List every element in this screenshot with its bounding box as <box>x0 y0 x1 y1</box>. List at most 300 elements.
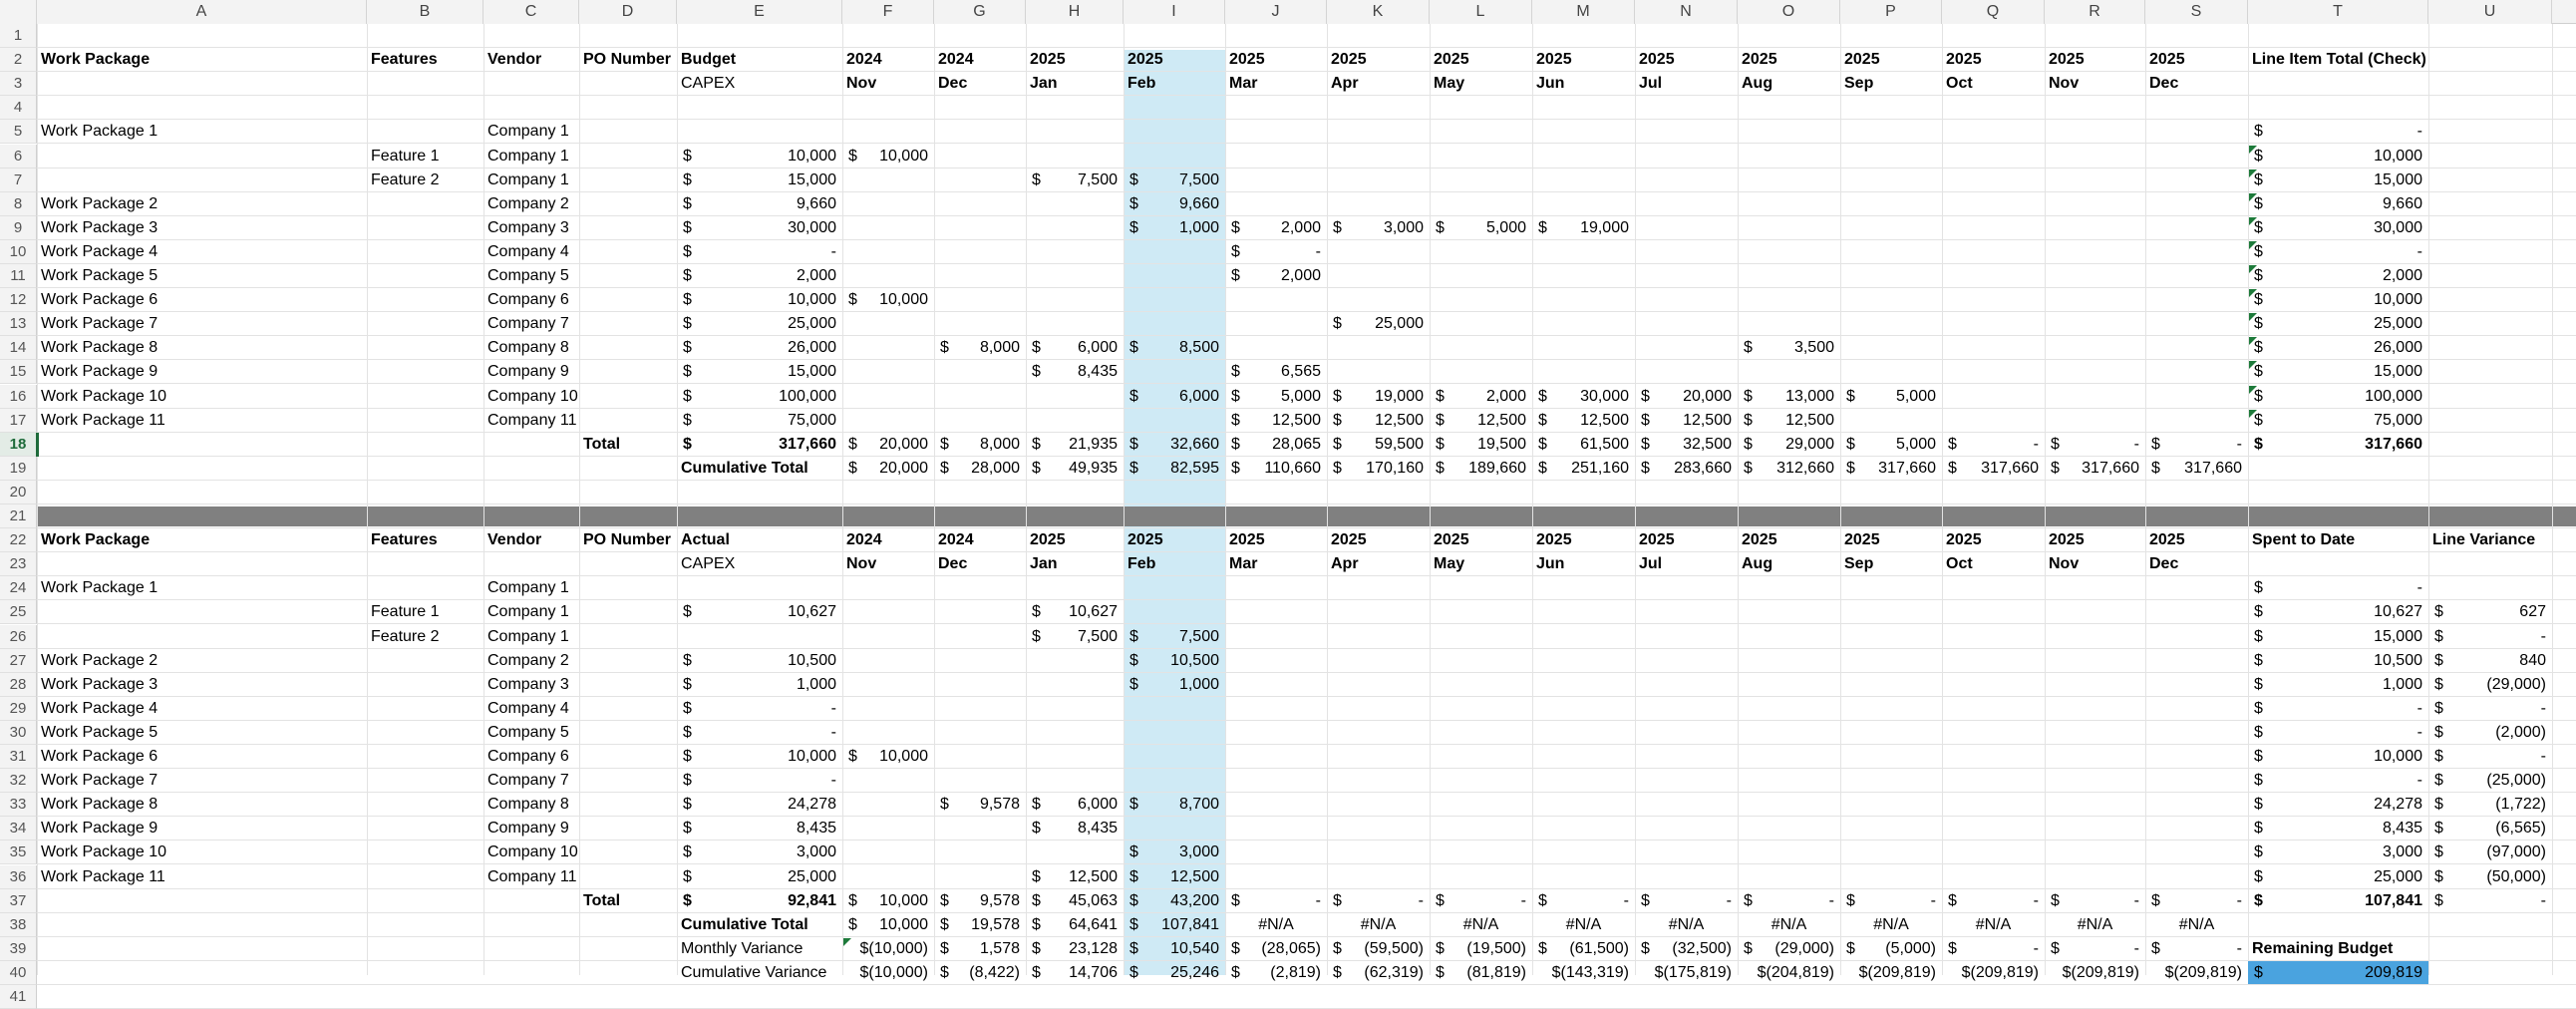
line-total-value-currency: $ <box>2254 218 2263 236</box>
line-total-value: 15,000 <box>2374 363 2422 381</box>
row-header-30[interactable]: 30 <box>0 721 37 745</box>
actual-value: 25,000 <box>788 867 836 885</box>
budget-value-currency: $ <box>683 194 692 212</box>
budget-value-currency: $ <box>683 363 692 381</box>
header-year: 2025 <box>1742 531 1777 549</box>
work-package-name: Work Package 7 <box>41 772 159 790</box>
spent-to-date-value: 8,435 <box>2382 820 2422 838</box>
actual-value-currency: $ <box>683 675 692 693</box>
column-header-a[interactable]: A <box>37 0 367 24</box>
error-indicator-icon <box>2249 265 2257 273</box>
header-line-variance: Line Variance <box>2432 531 2536 549</box>
monthly-variance-label: Monthly Variance <box>681 939 804 957</box>
header-month: Mar <box>1229 555 1258 573</box>
vendor-name: Company 7 <box>487 772 569 790</box>
actual-value-currency: $ <box>683 867 692 885</box>
spent-to-date-value-currency: $ <box>2254 843 2263 861</box>
header-month: Apr <box>1331 555 1359 573</box>
spent-to-date-value-currency: $ <box>2254 651 2263 669</box>
column-header-n[interactable]: N <box>1635 0 1738 24</box>
grid-row <box>37 721 2576 745</box>
vendor-name: Company 4 <box>487 242 569 260</box>
grid-row <box>37 96 2576 120</box>
header-year: 2025 <box>2149 51 2185 69</box>
work-package-name: Work Package 5 <box>41 267 159 284</box>
cumulative-value: #N/A <box>1668 915 1705 933</box>
budget-value: 2,000 <box>796 267 836 284</box>
actual-value-currency: $ <box>683 772 692 790</box>
header-month: Jul <box>1639 555 1663 573</box>
row-header-10[interactable]: 10 <box>0 240 37 264</box>
line-total-value: 30,000 <box>2374 218 2422 236</box>
header-year: 2025 <box>1536 51 1572 69</box>
header-month: May <box>1434 555 1465 573</box>
row-header-39[interactable]: 39 <box>0 937 37 961</box>
header-month: May <box>1434 75 1465 93</box>
column-header-b[interactable]: B <box>367 0 483 24</box>
budget-value-currency: $ <box>683 291 692 309</box>
row-header-17[interactable]: 17 <box>0 409 37 433</box>
column-header-j[interactable]: J <box>1225 0 1327 24</box>
header-month: Jan <box>1030 75 1058 93</box>
actual-value: 10,000 <box>788 748 836 765</box>
actual-value: 10,500 <box>788 651 836 669</box>
column-header-bar <box>0 0 2576 24</box>
line-total-value-currency: $ <box>2254 123 2263 141</box>
row-header-33[interactable]: 33 <box>0 793 37 817</box>
row-header-27[interactable]: 27 <box>0 649 37 673</box>
vendor-name: Company 9 <box>487 820 569 838</box>
error-indicator-icon <box>2249 361 2257 369</box>
grid-row <box>37 673 2576 697</box>
spent-to-date-value-currency: $ <box>2254 772 2263 790</box>
header-year: 2025 <box>1127 51 1163 69</box>
work-package-name: Work Package 10 <box>41 843 166 861</box>
line-variance-value-currency: $ <box>2434 627 2443 645</box>
remaining-budget-value-currency: $ <box>2254 963 2263 981</box>
line-total-value: 9,660 <box>2382 194 2422 212</box>
line-variance-value: - <box>2540 699 2546 717</box>
vendor-name: Company 3 <box>487 218 569 236</box>
line-variance-value: 840 <box>2519 651 2546 669</box>
header-month: Aug <box>1742 75 1773 93</box>
grid-row <box>37 481 2576 504</box>
line-total-value: 25,000 <box>2374 315 2422 333</box>
row-header-11[interactable]: 11 <box>0 264 37 288</box>
row-header-12[interactable]: 12 <box>0 288 37 312</box>
error-indicator-icon <box>2249 289 2257 297</box>
spent-to-date-value-currency: $ <box>2254 603 2263 621</box>
vendor-name: Company 1 <box>487 147 569 165</box>
work-package-name: Work Package 9 <box>41 363 159 381</box>
row-header-24[interactable]: 24 <box>0 576 37 600</box>
work-package-name: Work Package 3 <box>41 675 159 693</box>
budget-value: 26,000 <box>788 339 836 357</box>
budget-value: - <box>830 242 836 260</box>
header-month: Sep <box>1844 555 1874 573</box>
spent-to-date-value-currency: $ <box>2254 579 2263 597</box>
header-year: 2025 <box>1229 51 1265 69</box>
header-vendor: Vendor <box>487 51 542 69</box>
column-header-q[interactable]: Q <box>1942 0 2045 24</box>
header-year: 2025 <box>1639 51 1675 69</box>
column-header-s[interactable]: S <box>2145 0 2248 24</box>
work-package-name: Work Package 11 <box>41 411 165 429</box>
actual-value-currency: $ <box>683 843 692 861</box>
spent-to-date-value: 10,627 <box>2374 603 2422 621</box>
spent-to-date-value: - <box>2416 579 2422 597</box>
row-header-3[interactable]: 3 <box>0 72 37 96</box>
spent-to-date-value-currency: $ <box>2254 699 2263 717</box>
budget-value-currency: $ <box>683 387 692 405</box>
vendor-name: Company 11 <box>487 411 577 429</box>
row-header-25[interactable]: 25 <box>0 600 37 624</box>
vendor-name: Company 8 <box>487 339 569 357</box>
header-features: Features <box>371 51 438 69</box>
row-header-19[interactable]: 19 <box>0 457 37 481</box>
header-month: Nov <box>846 555 877 573</box>
work-package-name: Work Package 9 <box>41 820 159 838</box>
row-header-41[interactable]: 41 <box>0 985 37 1009</box>
line-total-value-currency: $ <box>2254 291 2263 309</box>
row-header-5[interactable]: 5 <box>0 120 37 144</box>
column-header-d[interactable]: D <box>579 0 677 24</box>
actual-value: 1,000 <box>796 675 836 693</box>
row-header-15[interactable]: 15 <box>0 360 37 384</box>
header-year: 2025 <box>2049 51 2085 69</box>
grid-row <box>37 865 2576 889</box>
vendor-name: Company 2 <box>487 651 569 669</box>
grid-row <box>37 841 2576 864</box>
row-header-18[interactable]: 18 <box>0 433 37 457</box>
actual-value-currency: $ <box>683 748 692 765</box>
line-total-value-currency: $ <box>2254 387 2263 405</box>
variance-total: - <box>2540 891 2546 909</box>
line-variance-value-currency: $ <box>2434 651 2443 669</box>
vendor-name: Company 1 <box>487 170 569 188</box>
select-all-corner[interactable] <box>0 0 37 24</box>
row-header-22[interactable]: 22 <box>0 528 37 552</box>
header-month: Dec <box>2149 555 2179 573</box>
line-total-value: 75,000 <box>2374 411 2422 429</box>
row-header-28[interactable]: 28 <box>0 673 37 697</box>
line-variance-value: (25,000) <box>2486 772 2546 790</box>
column-header-e[interactable]: E <box>677 0 842 24</box>
actual-value-currency: $ <box>683 603 692 621</box>
vendor-name: Company 9 <box>487 363 569 381</box>
line-total-value-currency: $ <box>2254 170 2263 188</box>
line-total-value-currency: $ <box>2254 315 2263 333</box>
row-header-34[interactable]: 34 <box>0 817 37 841</box>
row-header-7[interactable]: 7 <box>0 168 37 192</box>
header-month: Feb <box>1127 555 1156 573</box>
header-year: 2025 <box>1434 531 1469 549</box>
header-year: 2025 <box>1331 531 1367 549</box>
feature-name: Feature 2 <box>371 627 440 645</box>
cumulative-value: #N/A <box>1771 915 1807 933</box>
column-header-i[interactable]: I <box>1124 0 1225 24</box>
header-month: Oct <box>1946 75 1973 93</box>
budget-value: 75,000 <box>788 411 836 429</box>
actual-value: 8,435 <box>796 820 836 838</box>
vendor-name: Company 6 <box>487 291 569 309</box>
row-header-35[interactable]: 35 <box>0 841 37 864</box>
line-total-grand: 317,660 <box>2365 435 2422 453</box>
actual-value: - <box>830 723 836 741</box>
header-year: 2025 <box>1946 51 1982 69</box>
spent-to-date-value: - <box>2416 723 2422 741</box>
line-variance-value-currency: $ <box>2434 603 2443 621</box>
row-header-2[interactable]: 2 <box>0 48 37 72</box>
cumulative-variance-value: $(175,819) <box>1654 963 1732 981</box>
header-year: 2024 <box>846 531 882 549</box>
budget-total: 317,660 <box>779 435 836 453</box>
row-header-20[interactable]: 20 <box>0 481 37 504</box>
header-month: Dec <box>2149 75 2179 93</box>
spent-to-date-value-currency: $ <box>2254 867 2263 885</box>
row-header-23[interactable]: 23 <box>0 552 37 576</box>
cumulative-variance-value: $(10,000) <box>859 963 928 981</box>
header-month: Nov <box>2049 75 2080 93</box>
actual-value-currency: $ <box>683 651 692 669</box>
header-month: Aug <box>1742 555 1773 573</box>
header-year: 2025 <box>1844 51 1880 69</box>
feature-name: Feature 1 <box>371 603 440 621</box>
error-indicator-icon <box>2249 169 2257 177</box>
spent-to-date-value-currency: $ <box>2254 820 2263 838</box>
row-header-1[interactable]: 1 <box>0 24 37 48</box>
grid-row <box>37 192 2576 216</box>
work-package-name: Work Package 6 <box>41 748 159 765</box>
column-header-g[interactable]: G <box>934 0 1026 24</box>
budget-value: 9,660 <box>796 194 836 212</box>
line-total-value: 100,000 <box>2365 387 2422 405</box>
header-work-package: Work Package <box>41 531 151 549</box>
header-features: Features <box>371 531 438 549</box>
spent-to-date-value: 15,000 <box>2374 627 2422 645</box>
column-header-k[interactable]: K <box>1327 0 1430 24</box>
grid-row <box>37 649 2576 673</box>
row-header-40[interactable]: 40 <box>0 961 37 985</box>
error-indicator-icon <box>2249 146 2257 154</box>
column-header-h[interactable]: H <box>1026 0 1124 24</box>
row-header-16[interactable]: 16 <box>0 385 37 409</box>
header-spent-to-date: Spent to Date <box>2252 531 2356 549</box>
cumulative-total-label: Cumulative Total <box>681 459 808 477</box>
budget-value: 25,000 <box>788 315 836 333</box>
work-package-name: Work Package 11 <box>41 867 165 885</box>
header-year: 2025 <box>1331 51 1367 69</box>
row-header-14[interactable]: 14 <box>0 336 37 360</box>
line-variance-value: (97,000) <box>2486 843 2546 861</box>
error-indicator-icon <box>2249 241 2257 249</box>
row-header-31[interactable]: 31 <box>0 745 37 769</box>
selected-cell-indicator <box>36 433 39 457</box>
line-variance-value-currency: $ <box>2434 796 2443 814</box>
header-actual: Actual <box>681 531 730 549</box>
line-variance-value-currency: $ <box>2434 723 2443 741</box>
line-total-value: - <box>2416 242 2422 260</box>
row-header-21[interactable]: 21 <box>0 504 37 528</box>
vendor-name: Company 5 <box>487 723 569 741</box>
work-package-name: Work Package 8 <box>41 339 159 357</box>
vendor-name: Company 8 <box>487 796 569 814</box>
column-header-p[interactable]: P <box>1840 0 1942 24</box>
vendor-name: Company 10 <box>487 843 578 861</box>
grid-row <box>37 745 2576 769</box>
work-package-name: Work Package 10 <box>41 387 166 405</box>
row-header-8[interactable]: 8 <box>0 192 37 216</box>
header-year: 2025 <box>2049 531 2085 549</box>
header-year: 2024 <box>938 51 974 69</box>
work-package-name: Work Package 1 <box>41 579 159 597</box>
spent-to-date-value: - <box>2416 699 2422 717</box>
row-header-26[interactable]: 26 <box>0 625 37 649</box>
header-month: Jun <box>1536 555 1565 573</box>
spent-to-date-value-currency: $ <box>2254 723 2263 741</box>
header-year: 2025 <box>1946 531 1982 549</box>
spent-to-date-value-currency: $ <box>2254 675 2263 693</box>
variance-total-currency: $ <box>2434 891 2443 909</box>
grid-row <box>37 504 2576 528</box>
actual-value: - <box>830 772 836 790</box>
actual-value-currency: $ <box>683 723 692 741</box>
work-package-name: Work Package 7 <box>41 315 159 333</box>
budget-value-currency: $ <box>683 147 692 165</box>
feature-name: Feature 1 <box>371 147 440 165</box>
vendor-name: Company 1 <box>487 579 569 597</box>
budget-value: 15,000 <box>788 363 836 381</box>
vendor-name: Company 1 <box>487 603 569 621</box>
line-total-value-currency: $ <box>2254 363 2263 381</box>
cumulative-variance-value: $(209,819) <box>1961 963 2039 981</box>
grid-row <box>37 769 2576 793</box>
header-month: Feb <box>1127 75 1156 93</box>
header-year: 2024 <box>938 531 974 549</box>
line-total-value-currency: $ <box>2254 242 2263 260</box>
vendor-name: Company 5 <box>487 267 569 284</box>
error-indicator-icon <box>2249 313 2257 321</box>
grid-row <box>37 336 2576 360</box>
actual-total: 92,841 <box>788 891 836 909</box>
error-indicator-icon <box>843 938 851 946</box>
column-header-f[interactable]: F <box>842 0 934 24</box>
spent-total-currency: $ <box>2254 891 2263 909</box>
spent-to-date-value-currency: $ <box>2254 796 2263 814</box>
cumulative-value: #N/A <box>1873 915 1909 933</box>
actual-value: 3,000 <box>796 843 836 861</box>
cumulative-value: #N/A <box>1565 915 1602 933</box>
line-total-grand-currency: $ <box>2254 435 2263 453</box>
spent-to-date-value: 25,000 <box>2374 867 2422 885</box>
spent-to-date-value: 10,000 <box>2374 748 2422 765</box>
error-indicator-icon <box>2249 217 2257 225</box>
line-variance-value-currency: $ <box>2434 820 2443 838</box>
header-year: 2025 <box>1229 531 1265 549</box>
line-variance-value: (50,000) <box>2486 867 2546 885</box>
budget-value-currency: $ <box>683 339 692 357</box>
column-header-l[interactable]: L <box>1430 0 1532 24</box>
line-variance-value-currency: $ <box>2434 843 2443 861</box>
row-header-13[interactable]: 13 <box>0 312 37 336</box>
row-header-4[interactable]: 4 <box>0 96 37 120</box>
line-variance-value: (1,722) <box>2495 796 2546 814</box>
line-total-value-currency: $ <box>2254 411 2263 429</box>
row-header-37[interactable]: 37 <box>0 889 37 913</box>
header-year: 2025 <box>1536 531 1572 549</box>
header-year: 2025 <box>1434 51 1469 69</box>
grid-row <box>37 312 2576 336</box>
cumulative-variance-value: $(209,819) <box>2164 963 2242 981</box>
vendor-name: Company 10 <box>487 387 578 405</box>
grid-row <box>37 24 2576 48</box>
budget-value-currency: $ <box>683 315 692 333</box>
vendor-name: Company 6 <box>487 748 569 765</box>
work-package-name: Work Package 2 <box>41 194 159 212</box>
grid-row <box>37 288 2576 312</box>
column-header-t[interactable]: T <box>2248 0 2428 24</box>
cumulative-variance-value: $(143,319) <box>1551 963 1629 981</box>
spent-to-date-value: 24,278 <box>2374 796 2422 814</box>
error-indicator-icon <box>2249 337 2257 345</box>
column-header-u[interactable]: U <box>2428 0 2552 24</box>
budget-value: 100,000 <box>779 387 836 405</box>
row-header-36[interactable]: 36 <box>0 865 37 889</box>
work-package-name: Work Package 1 <box>41 123 159 141</box>
spent-to-date-value: - <box>2416 772 2422 790</box>
actual-value-currency: $ <box>683 699 692 717</box>
spent-to-date-value: 3,000 <box>2382 843 2422 861</box>
row-header-9[interactable]: 9 <box>0 216 37 240</box>
budget-value-currency: $ <box>683 267 692 284</box>
spent-to-date-value-currency: $ <box>2254 627 2263 645</box>
column-header-r[interactable]: R <box>2045 0 2145 24</box>
line-variance-value: (6,565) <box>2495 820 2546 838</box>
header-work-package: Work Package <box>41 51 151 69</box>
spent-total: 107,841 <box>2365 891 2422 909</box>
line-total-value-currency: $ <box>2254 194 2263 212</box>
row-header-38[interactable]: 38 <box>0 913 37 937</box>
header-year: 2025 <box>1030 531 1066 549</box>
grid-row <box>37 576 2576 600</box>
work-package-name: Work Package 4 <box>41 699 159 717</box>
header-month: Jan <box>1030 555 1058 573</box>
actual-value: 24,278 <box>788 796 836 814</box>
cumulative-variance-label: Cumulative Variance <box>681 963 827 981</box>
work-package-name: Work Package 2 <box>41 651 159 669</box>
row-header-32[interactable]: 32 <box>0 769 37 793</box>
vendor-name: Company 4 <box>487 699 569 717</box>
work-package-name: Work Package 8 <box>41 796 159 814</box>
line-total-value: 10,000 <box>2374 147 2422 165</box>
header-year: 2025 <box>1742 51 1777 69</box>
row-header-6[interactable]: 6 <box>0 145 37 168</box>
work-package-name: Work Package 6 <box>41 291 159 309</box>
header-po-number: PO Number <box>583 51 672 69</box>
remaining-budget-value: 209,819 <box>2365 963 2422 981</box>
column-header-m[interactable]: M <box>1532 0 1635 24</box>
row-header-29[interactable]: 29 <box>0 697 37 721</box>
line-variance-value: (2,000) <box>2495 723 2546 741</box>
vendor-name: Company 11 <box>487 867 577 885</box>
header-budget: Budget <box>681 51 737 69</box>
column-header-c[interactable]: C <box>483 0 579 24</box>
budget-total-currency: $ <box>683 435 692 453</box>
budget-value: 10,000 <box>788 291 836 309</box>
column-header-o[interactable]: O <box>1738 0 1840 24</box>
cumulative-variance-value: $(209,819) <box>1858 963 1936 981</box>
vendor-name: Company 1 <box>487 123 569 141</box>
